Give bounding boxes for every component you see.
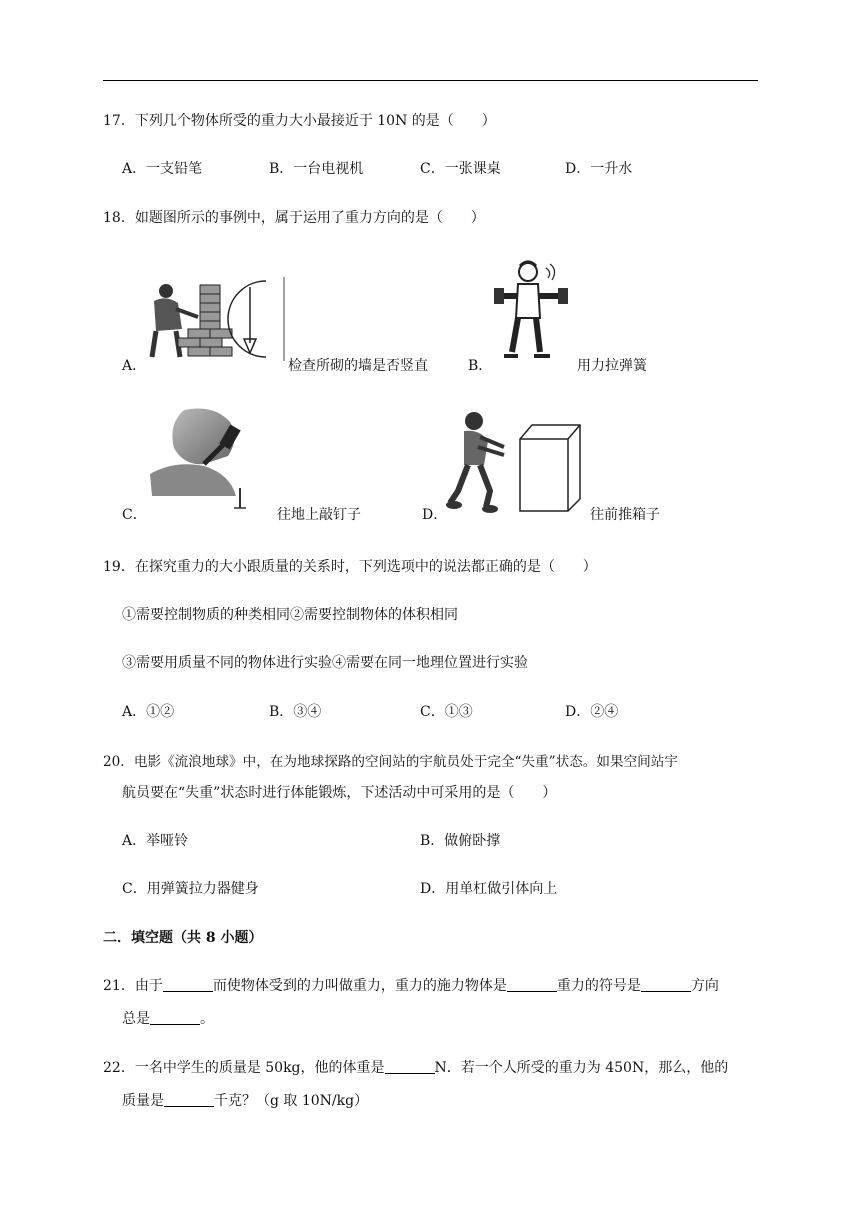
q21-text-4: 方向 [690,978,719,994]
q19-option-a: A．①② [122,704,175,720]
q17-stem: 17．下列几个物体所受的重力大小最接近于 10N 的是（ ） [103,113,496,129]
q22-line1 [103,1057,728,1077]
section-2-heading: 二．填空题（共 8 小题） [103,930,263,946]
pushing-box-image [446,407,586,515]
q18-a-caption: 检查所砌的墙是否竖直 [288,358,428,374]
header-rule [103,80,758,81]
q21-blank-2 [507,977,557,992]
q20-option-d: D．用单杠做引体向上 [420,881,558,897]
q22-text-4: 千克？（g 取 10N/kg） [214,1093,369,1109]
q22-text-2: N．若一个人所受的重力为 450N，那么，他的 [434,1060,729,1076]
q20-option-a: A．举哑铃 [122,833,189,849]
q18-b-letter: B． [468,358,493,374]
q17-option-a: A．一支铅笔 [122,161,203,177]
q18-a-letter: A． [122,358,147,374]
q22-text-1: 22．一名中学生的质量是 50kg，他的体重是 [103,1060,385,1076]
q18-c-caption: 往地上敲钉子 [277,507,361,523]
q21-line1 [103,975,719,995]
q17-option-c: C．一张课桌 [420,161,501,177]
q21-blank-4 [150,1010,200,1025]
hammering-nail-image [144,404,260,514]
q22-blank-2 [164,1092,214,1107]
q20-stem-line1: 20．电影《流浪地球》中，在为地球探路的空间站的宇航员处于完全“失重”状态。如果空间站宇 [103,754,678,770]
q18-d-caption: 往前推箱子 [590,507,660,523]
q20-stem-line2: 航员要在“失重”状态时进行体能锻炼，下述活动中可采用的是（ ） [122,785,557,801]
q19-option-d: D．②④ [565,704,619,720]
q21-blank-3 [641,977,691,992]
q19-stem: 19．在探究重力的大小跟质量的关系时，下列选项中的说法都正确的是（ ） [103,559,597,575]
q17-option-d: D．一升水 [565,161,633,177]
q21-text-1: 21．由于 [103,978,163,994]
q21-text-6: 。 [200,1011,214,1027]
q18-stem: 18．如题图所示的事例中，属于运用了重力方向的是（ ） [103,210,485,226]
q21-text-5: 总是 [122,1011,150,1027]
q19-statement-1: ①需要控制物质的种类相同②需要控制物体的体积相同 [122,607,458,623]
man-pulling-spring-image [490,258,575,364]
q22-line2 [122,1090,368,1110]
q22-blank-1 [385,1059,435,1074]
q21-line2 [122,1008,214,1028]
q21-text-3: 重力的符号是 [556,978,641,994]
q18-d-letter: D． [422,507,448,523]
bricklayer-plumb-line-image [146,277,286,362]
q19-option-c: C．①③ [420,704,473,720]
q19-option-b: B．③④ [269,704,322,720]
q21-text-2: 而使物体受到的力叫做重力，重力的施力物体是 [212,978,507,994]
q18-c-letter: C． [122,507,147,523]
q22-text-3: 质量是 [122,1093,164,1109]
q21-blank-1 [163,977,213,992]
q20-option-b: B．做俯卧撑 [420,833,501,849]
q18-b-caption: 用力拉弹簧 [577,358,647,374]
q17-option-b: B．一台电视机 [269,161,364,177]
q19-statement-2: ③需要用质量不同的物体进行实验④需要在同一地理位置进行实验 [122,655,528,671]
q20-option-c: C．用弹簧拉力器健身 [122,881,259,897]
